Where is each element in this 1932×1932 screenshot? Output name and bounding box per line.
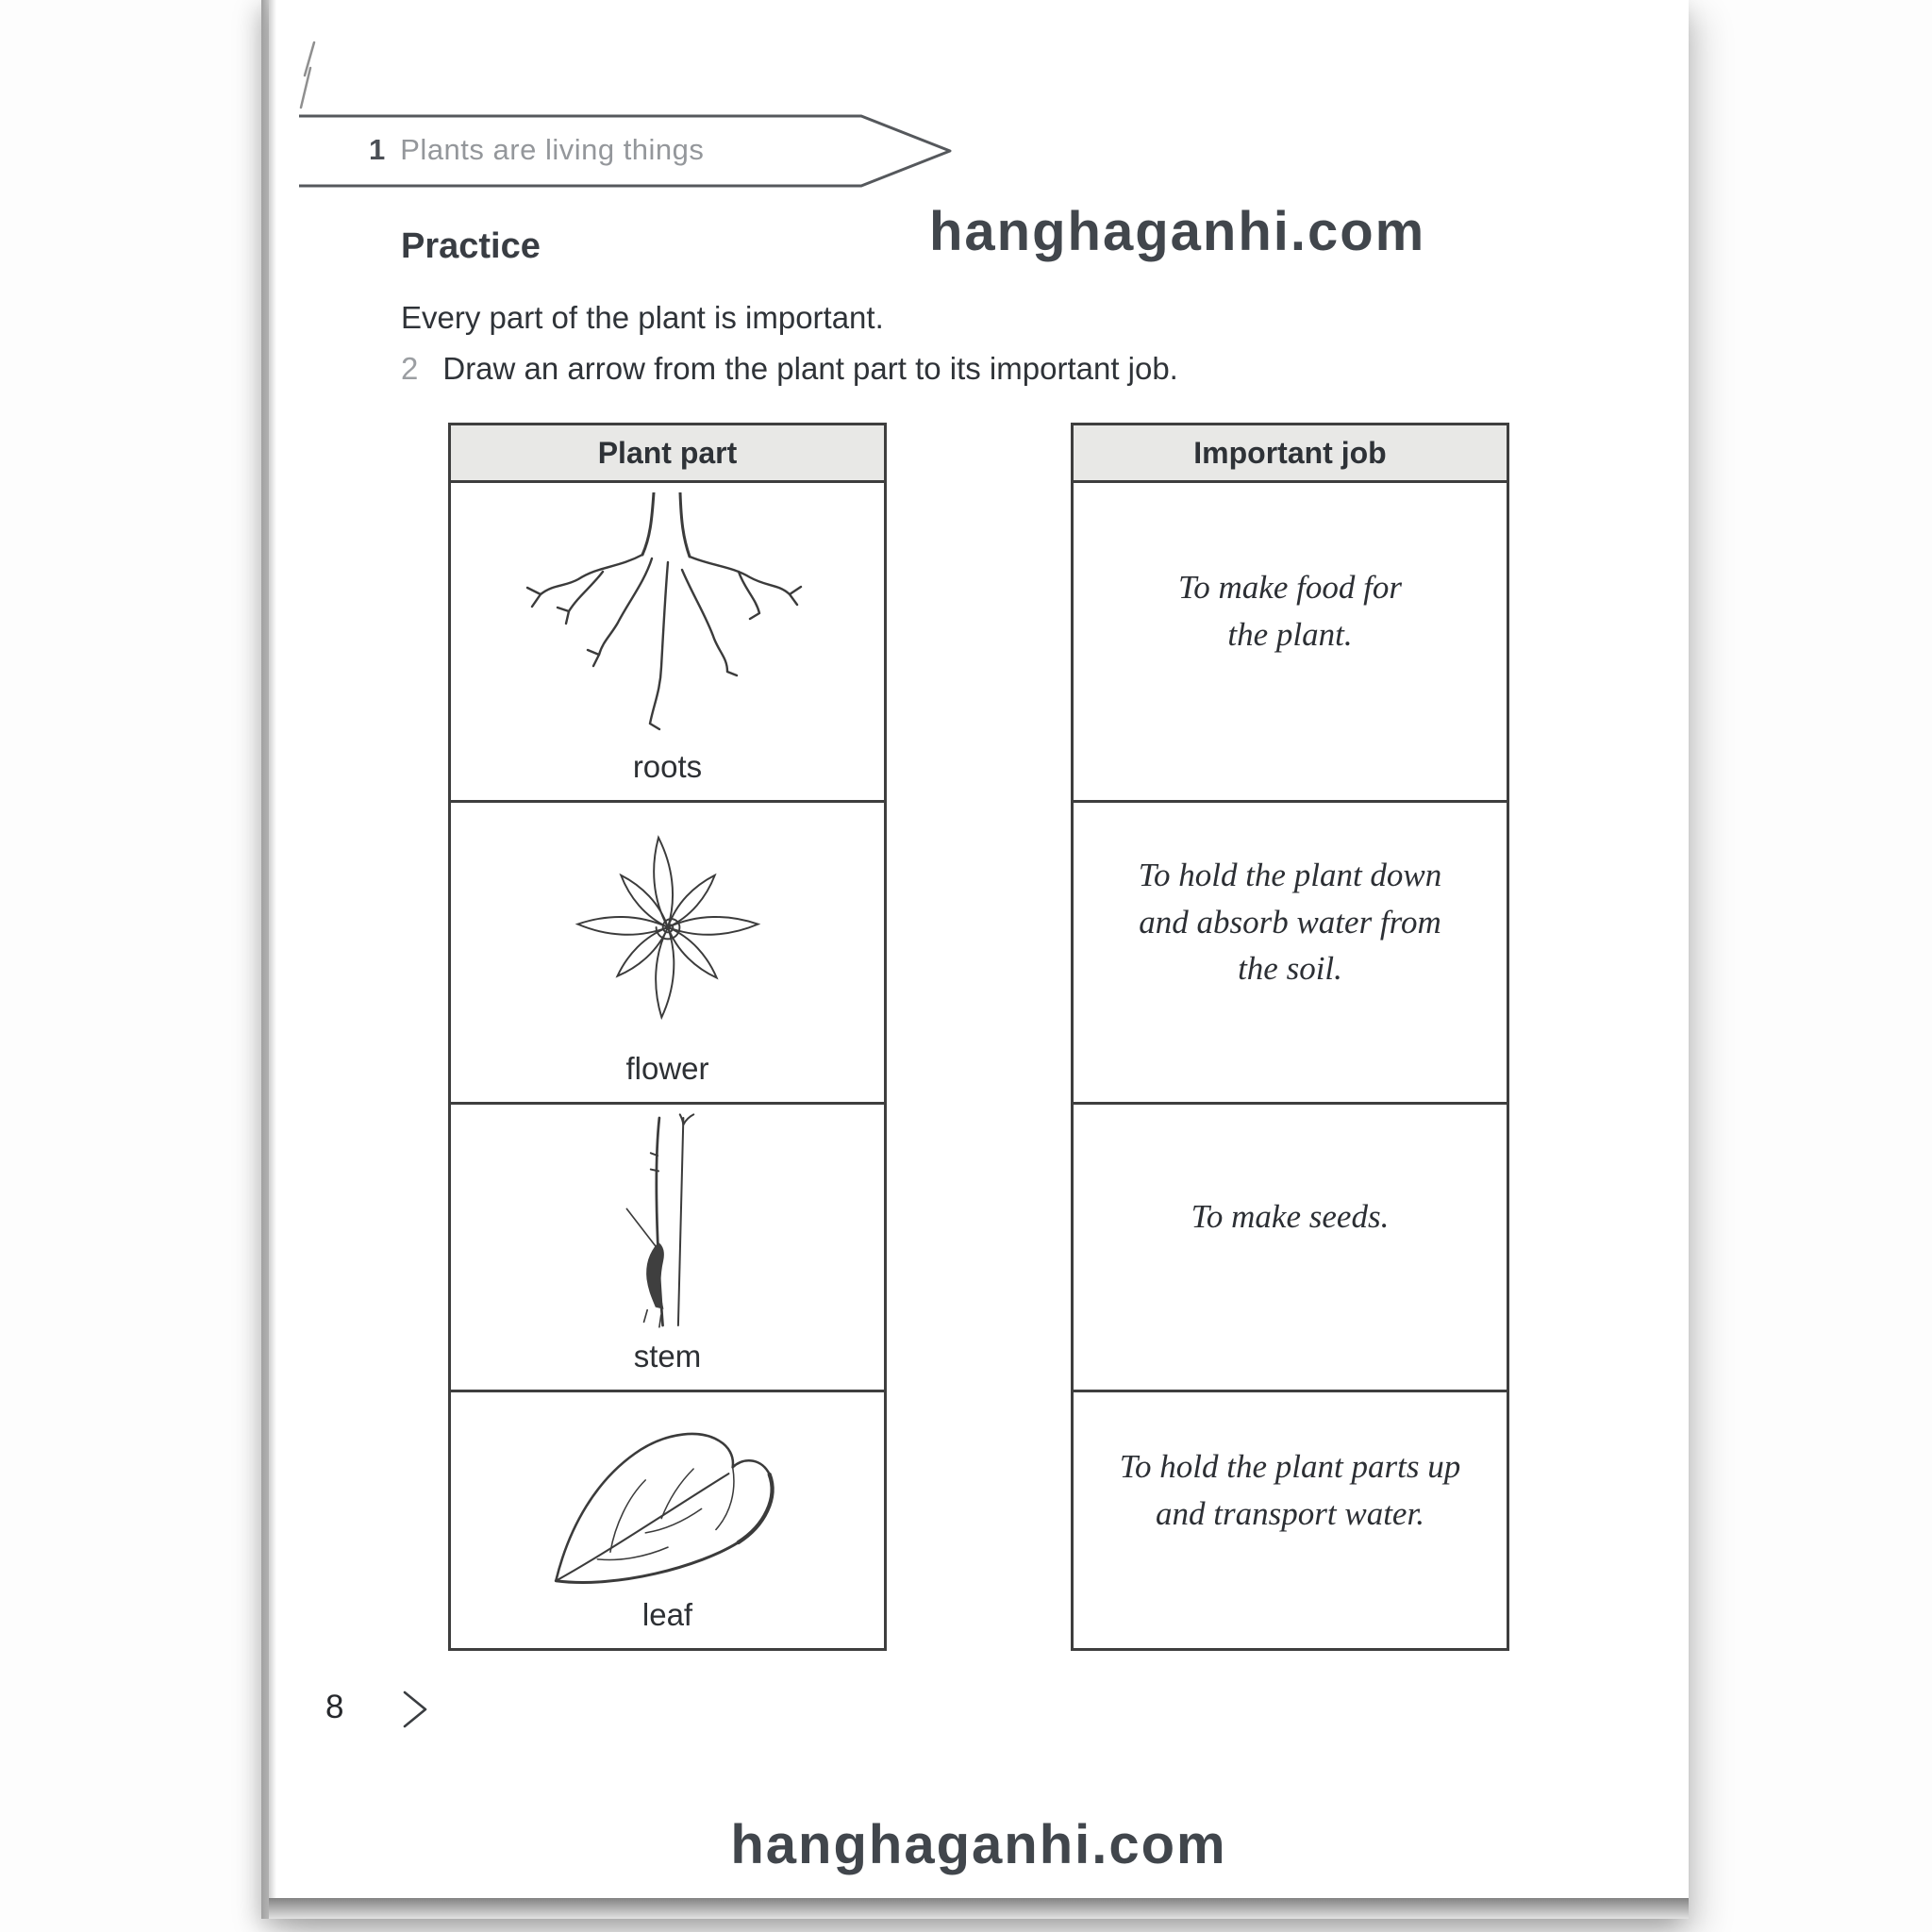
table-row-roots <box>451 483 884 803</box>
job-row-hold-down <box>1074 803 1507 1105</box>
part-label-leaf: leaf <box>641 1597 693 1632</box>
roots-drawing <box>512 492 824 740</box>
scan-bottom-edge <box>269 1898 1689 1919</box>
job-line: To make food for <box>1178 569 1402 607</box>
flower-drawing <box>526 810 809 1044</box>
job-line: and absorb water from <box>1139 903 1441 941</box>
job-line: and transport water. <box>1156 1494 1424 1532</box>
workbook-page <box>269 0 1689 1919</box>
stem-drawing-wrap <box>451 1105 884 1339</box>
roots-drawing-wrap <box>451 483 884 749</box>
job-text <box>1178 564 1402 658</box>
chapter-banner <box>295 108 956 192</box>
plant-part-header: Plant part <box>451 425 884 483</box>
job-row-make-seeds <box>1074 1105 1507 1392</box>
job-row-make-food <box>1074 483 1507 803</box>
job-line: To make seeds. <box>1191 1198 1390 1236</box>
job-row-hold-up <box>1074 1392 1507 1648</box>
table-row-leaf <box>451 1392 884 1648</box>
job-text <box>1120 1443 1460 1537</box>
chapter-banner-text <box>369 108 704 192</box>
important-job-header: Important job <box>1074 425 1507 483</box>
part-label-flower: flower <box>625 1051 709 1086</box>
flower-drawing-wrap <box>451 803 884 1051</box>
question-line <box>401 351 1178 387</box>
job-line: the plant. <box>1227 616 1353 653</box>
part-label-roots: roots <box>632 749 703 784</box>
plant-part-table <box>448 423 887 1651</box>
job-line: To hold the plant parts up <box>1119 1447 1461 1485</box>
watermark-bottom: hanghaganhi.com <box>730 1814 1227 1875</box>
question-number: 2 <box>401 351 419 386</box>
chevron-right-icon <box>395 1687 433 1732</box>
part-label-stem: stem <box>633 1339 702 1374</box>
page-number: 8 <box>325 1689 344 1725</box>
job-text <box>1191 1193 1390 1241</box>
table-row-flower <box>451 803 884 1105</box>
table-row-stem <box>451 1105 884 1392</box>
intro-text: Every part of the plant is important. <box>401 300 884 335</box>
chapter-number: 1 <box>369 133 386 166</box>
watermark-top: hanghaganhi.com <box>929 201 1426 262</box>
chapter-title: Plants are living things <box>400 133 705 166</box>
leaf-drawing-wrap <box>451 1392 884 1597</box>
stem-drawing <box>574 1113 762 1330</box>
job-line: To hold the plant down <box>1138 856 1442 893</box>
leaf-drawing <box>512 1395 824 1595</box>
question-text: Draw an arrow from the plant part to its important job. <box>442 351 1178 386</box>
job-line: the soil. <box>1238 950 1342 988</box>
section-heading: Practice <box>401 226 541 266</box>
important-job-table <box>1071 423 1509 1651</box>
job-text <box>1139 852 1442 992</box>
pen-stroke-mark <box>295 40 320 115</box>
